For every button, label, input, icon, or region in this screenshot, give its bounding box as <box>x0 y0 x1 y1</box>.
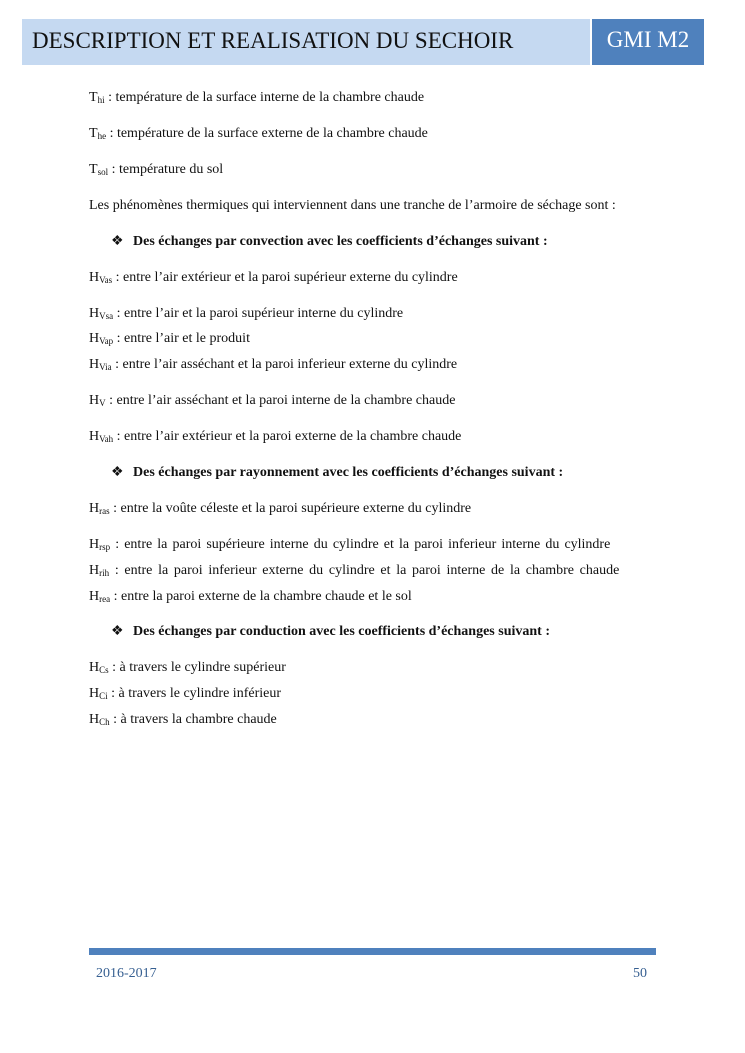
definition-line: $T_{hi}$ : température de la surface interne de la chambre chaude <box>89 90 425 105</box>
coefficient-line: $H_{Ch}$ : à travers la chambre chaude <box>89 712 277 727</box>
page-header-code: GMI M2 <box>592 19 704 65</box>
definition-line: $T_{sol}$ : température du sol <box>89 162 224 177</box>
section-heading-radiation: ❖ Des échanges par rayonnement avec les coefficients d’échanges suivant : <box>111 465 564 480</box>
coefficient-line-justified: $H_{rih}$ : entre la paroi inferieur externe du cylindre et la paroi interne de la chambre chaude <box>89 563 620 578</box>
coefficient-line: $H_{ras}$ : entre la voûte céleste et la paroi supérieure externe du cylindre <box>89 501 472 516</box>
page-header-title: DESCRIPTION ET REALISATION DU SECHOIR <box>22 19 590 65</box>
coefficient-line: $H_{Ci}$ : à travers le cylindre inférieur <box>89 686 281 701</box>
coefficient-line: $H_{rea}$ : entre la paroi externe de la chambre chaude et le sol <box>89 589 412 604</box>
diamond-bullet-icon: ❖ <box>111 624 124 639</box>
page-number: 50 <box>633 966 647 981</box>
coefficient-line: $H_{Via}$ : entre l’air asséchant et la paroi inferieur externe du cylindre <box>89 357 458 372</box>
section-heading-convection: ❖ Des échanges par convection avec les coefficients d’échanges suivant : <box>111 234 548 249</box>
coefficient-line: $H_{Vah}$ : entre l’air extérieur et la paroi externe de la chambre chaude <box>89 429 462 444</box>
definition-line: $T_{he}$ : température de la surface externe de la chambre chaude <box>89 126 428 141</box>
footer-divider <box>89 948 656 955</box>
coefficient-line: $H_V$ : entre l’air asséchant et la paroi interne de la chambre chaude <box>89 393 456 408</box>
diamond-bullet-icon: ❖ <box>111 465 124 480</box>
diamond-bullet-icon: ❖ <box>111 234 124 249</box>
coefficient-line: $H_{Vas}$ : entre l’air extérieur et la paroi supérieur externe du cylindre <box>89 270 458 285</box>
section-heading-conduction: ❖ Des échanges par conduction avec les coefficients d’échanges suivant : <box>111 624 550 639</box>
coefficient-line: $H_{Vap}$ : entre l’air et le produit <box>89 331 250 346</box>
coefficient-line-justified: $H_{rsp}$ : entre la paroi supérieure interne du cylindre et la paroi inferieur interne du cylindre <box>89 537 611 552</box>
coefficient-line: $H_{Cs}$ : à travers le cylindre supérieur <box>89 660 286 675</box>
coefficient-line: $H_{Vsa}$ : entre l’air et la paroi supérieur interne du cylindre <box>89 306 404 321</box>
intro-paragraph: Les phénomènes thermiques qui interviennent dans une tranche de l’armoire de séchage sont : <box>89 198 616 213</box>
footer-year: 2016-2017 <box>96 966 157 981</box>
